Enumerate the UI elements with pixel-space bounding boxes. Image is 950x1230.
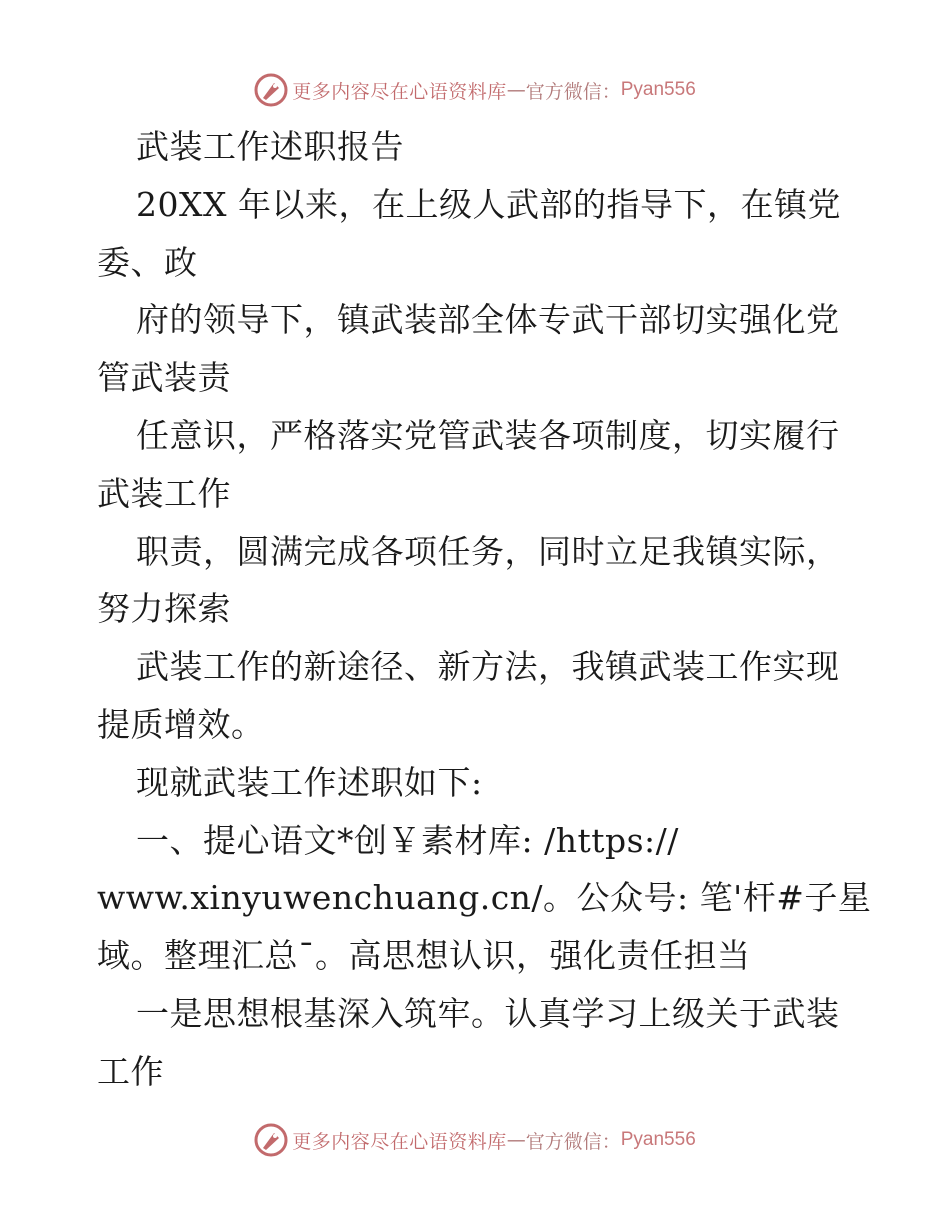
paragraph-line: 委、政 xyxy=(97,242,198,282)
document-title: 武装工作述职报告 xyxy=(136,127,404,166)
paragraph-line: 现就武装工作述职如下: xyxy=(136,762,483,802)
paragraph-line: 域。整理汇总¯。高思想认识，强化责任担当 xyxy=(97,936,751,976)
paragraph-line: 一是思想根基深入筑牢。认真学习上级关于武装 xyxy=(136,993,840,1033)
watermark-separator: — xyxy=(506,79,526,101)
footer-watermark xyxy=(0,1120,950,1160)
paragraph-line: 工作 xyxy=(97,1051,164,1091)
watermark-wechat-handle: Pyan556 xyxy=(620,1129,696,1150)
section-heading-line: 一、提心语文*创￥素材库: /https:// xyxy=(136,820,679,860)
watermark-brand: 更多内容尽在心语资料库 xyxy=(292,1130,507,1153)
watermark-wechat-label: 官方微信： xyxy=(525,1130,621,1153)
watermark-separator: — xyxy=(506,1129,526,1151)
paragraph-line: 武装工作 xyxy=(97,473,231,513)
paragraph-line: 20XX 年以来，在上级人武部的指导下，在镇党 xyxy=(136,184,841,224)
pen-nib-logo-icon xyxy=(254,1123,288,1157)
paragraph-line: 努力探索 xyxy=(97,589,231,629)
paragraph-line: 职责，圆满完成各项任务，同时立足我镇实际， xyxy=(136,531,840,571)
document-body xyxy=(97,118,872,1101)
watermark-wechat-handle: Pyan556 xyxy=(620,79,696,100)
watermark-brand: 更多内容尽在心语资料库 xyxy=(292,80,507,103)
paragraph-line: 任意识，严格落实党管武装各项制度，切实履行 xyxy=(136,415,840,455)
paragraph-line: 提质增效。 xyxy=(97,704,265,744)
pen-nib-logo-icon xyxy=(254,73,288,107)
header-watermark xyxy=(0,70,950,110)
paragraph-line: 府的领导下，镇武装部全体专武干部切实强化党 xyxy=(136,300,840,340)
paragraph-line: 武装工作的新途径、新方法，我镇武装工作实现 xyxy=(136,647,840,687)
watermark-wechat-label: 官方微信： xyxy=(525,80,621,103)
paragraph-line: www.xinyuwenchuang.cn/。公众号: 笔'杆#子星 xyxy=(97,878,872,918)
paragraph-line: 管武装责 xyxy=(97,358,231,398)
